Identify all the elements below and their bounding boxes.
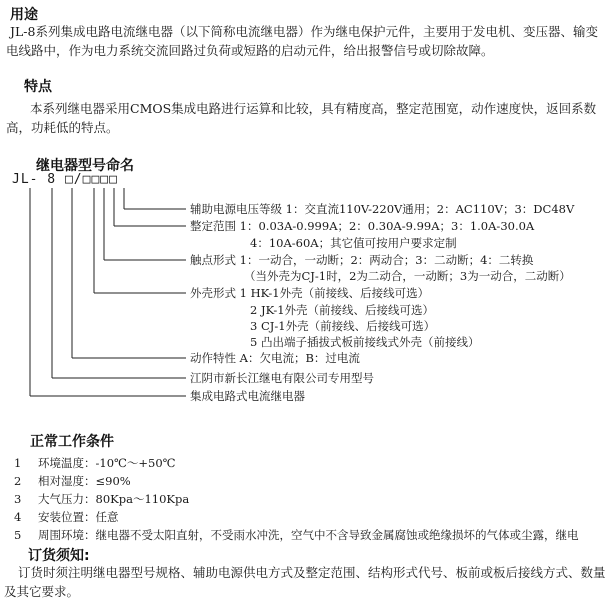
conditions-heading: 正常工作条件 [30,434,114,450]
naming-contact-form-note: （当外壳为CJ-1时，2为二动合，一动断；3为一动合，二动断） [244,269,571,283]
naming-case-form-3: 3 CJ-1外壳（前接线、后接线可选） [250,319,436,333]
condition-number: 4 [14,510,22,524]
usage-body: JL-8系列集成电路电流继电器（以下简称电流继电器）作为继电保护元件，主要用于发电机、变压器、输变电线路中，作为电力系统交流回路过负荷或短路的启动元件，给出报警信号或切除故障。 [6,24,598,58]
condition-number: 2 [14,474,22,488]
naming-product-name: 集成电路式电流继电器 [190,389,305,403]
naming-case-form-2: 2 JK-1外壳（前接线、后接线可选） [250,303,435,317]
naming-case-form-5: 5 凸出端子插拔式板前接线式外壳（前接线） [250,335,480,349]
ordering-body: 订货时须注明继电器型号规格、辅助电源供电方式及整定范围、结构形式代号、板前或板后接线方式、数量及其它要求。 [4,565,606,599]
condition-number: 1 [14,456,22,470]
usage-heading: 用途 [10,7,38,23]
condition-number: 5 [14,528,22,542]
naming-setting-range: 整定范围 1：0.03A-0.999A；2：0.30A-9.99A；3：1.0A-30.0A [190,219,535,233]
condition-humidity: 相对湿度：≤90% [38,474,131,488]
naming-action-characteristic: 动作特性 A：欠电流；B：过电流 [190,351,360,365]
features-body: 本系列继电器采用CMOS集成电路进行运算和比较，具有精度高，整定范围宽，动作速度快，返回系数高，功耗低的特点。 [6,101,597,135]
naming-company-model: 江阴市新长江继电有限公司专用型号 [190,371,374,385]
naming-aux-power: 辅助电源电压等级 1：交直流110V-220V通用；2：AC110V；3：DC48V [190,202,575,216]
condition-environment: 周围环境：继电器不受太阳直射，不受雨水冲洗，空气中不含导致金属腐蚀或绝缘损坏的气体或尘露，继电 [38,528,579,542]
naming-case-form: 外壳形式 1 HK-1外壳（前接线、后接线可选） [190,286,430,300]
model-code: JL- 8 □/□□□□ [12,172,118,187]
condition-number: 3 [14,492,22,506]
naming-setting-range-extra: 4：10A-60A；其它值可按用户要求定制 [250,236,457,250]
naming-heading: 继电器型号命名 [36,158,134,174]
ordering-heading: 订货须知: [28,548,90,564]
condition-pressure: 大气压力：80Kpa～110Kpa [38,492,190,506]
naming-contact-form: 触点形式 1：一动合，一动断；2：两动合；3：二动断；4：二转换 [190,253,534,267]
condition-temperature: 环境温度：-10℃～+50℃ [38,456,176,470]
features-heading: 特点 [24,79,52,95]
condition-mounting: 安装位置：任意 [38,510,119,524]
